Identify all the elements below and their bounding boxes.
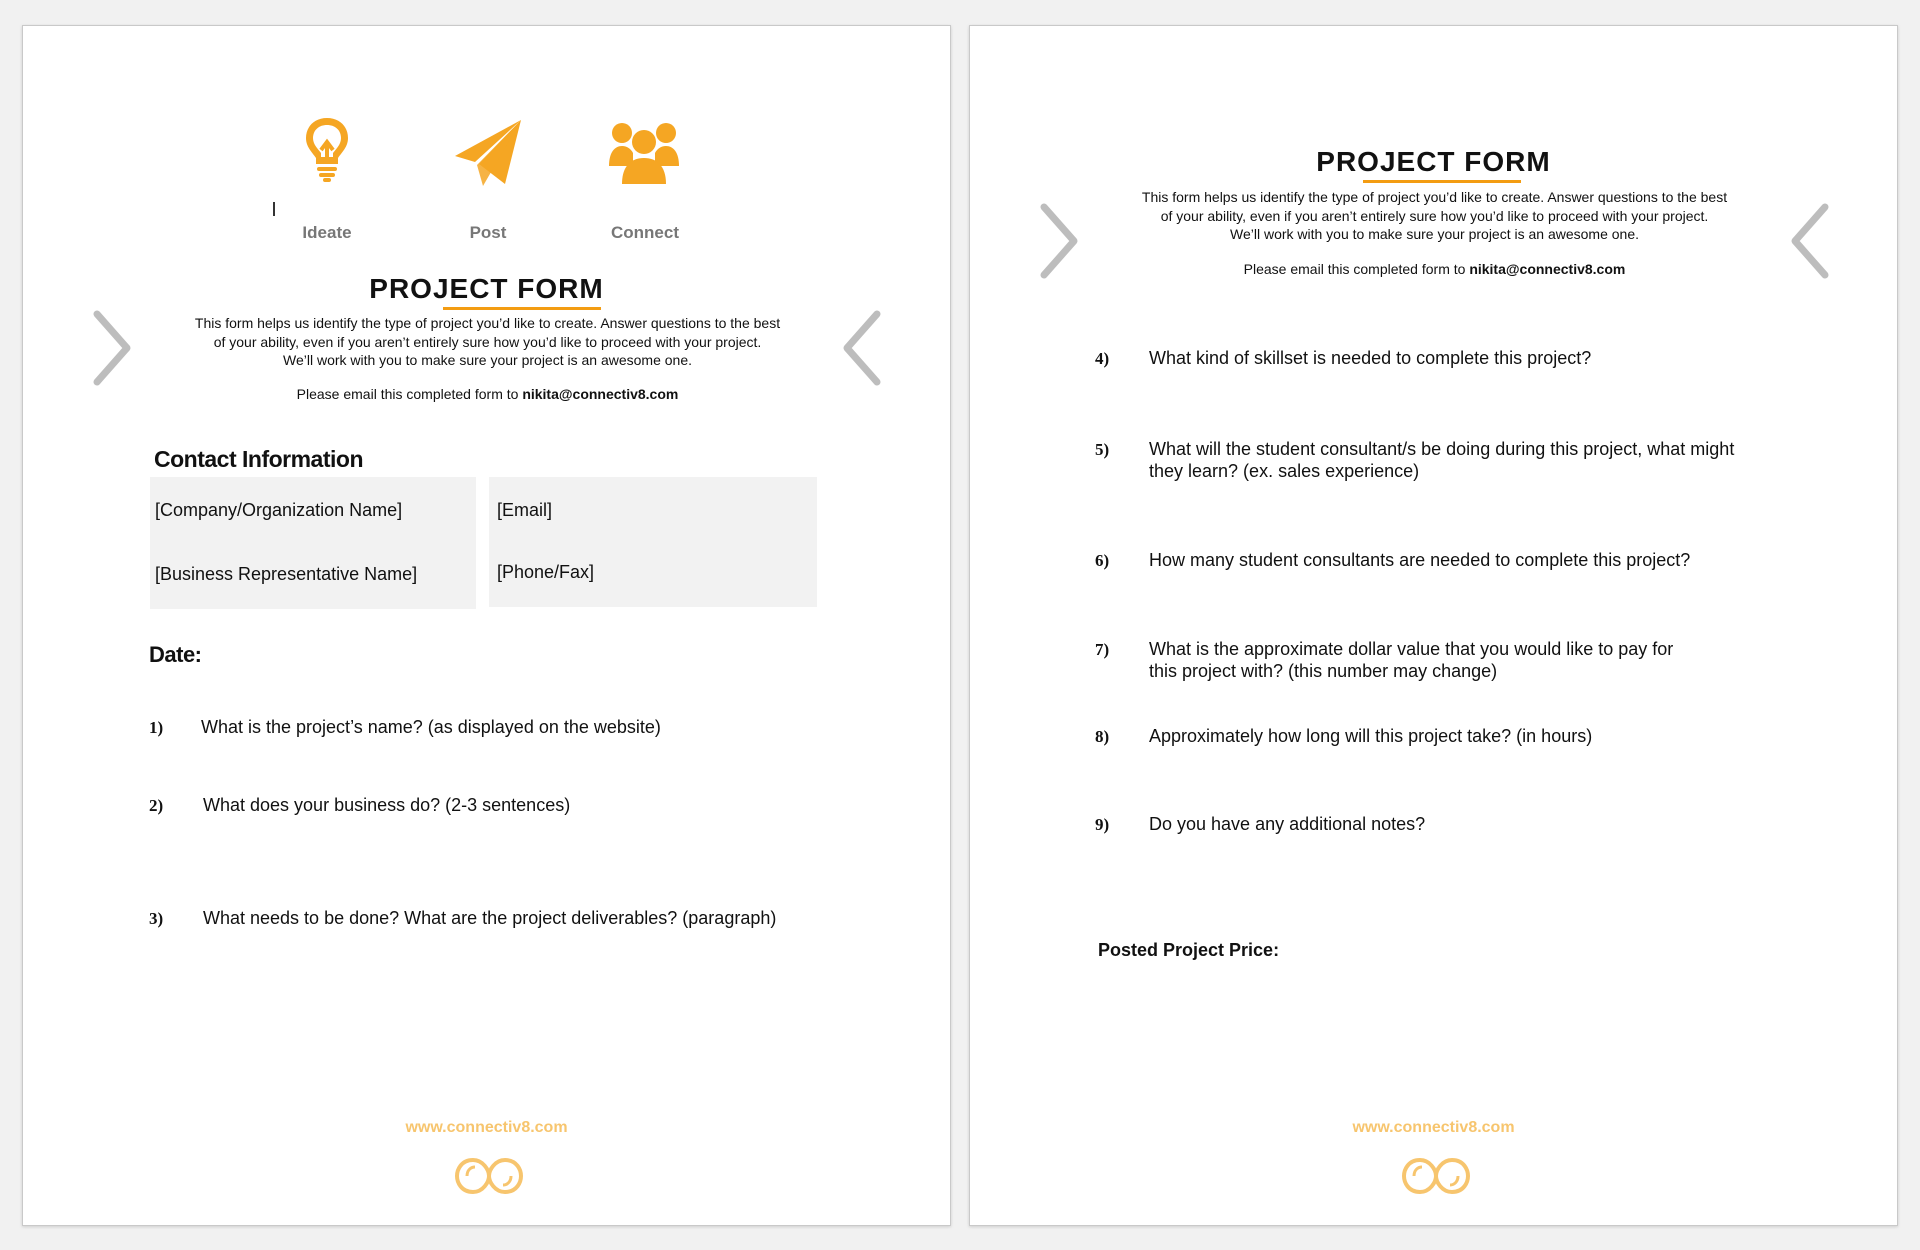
question-number: 1) <box>149 718 164 737</box>
question-number: 9) <box>1095 815 1110 834</box>
question-text: What needs to be done? What are the project deliverables? (paragraph) <box>203 908 777 928</box>
question-number: 5) <box>1095 440 1110 459</box>
infinity-logo-icon <box>1400 1152 1472 1205</box>
question-number: 6) <box>1095 551 1110 570</box>
email-field[interactable]: [Email] <box>497 500 553 520</box>
chevron-right-icon[interactable] <box>91 308 135 393</box>
intro-line-2: of your ability, even if you aren’t entirely sure how you’d like to proceed with your project. <box>1160 207 1709 224</box>
chevron-left-icon[interactable] <box>839 308 883 393</box>
document-page-1 <box>22 25 951 1226</box>
infinity-logo-icon <box>453 1152 525 1205</box>
text-cursor <box>273 202 275 216</box>
intro-line-1: This form helps us identify the type of project you’d like to create. Answer questions to the best <box>1141 189 1728 205</box>
question-text-line-1: What will the student consultant/s be doing during this project, what might <box>1149 439 1735 459</box>
document-page-2 <box>969 25 1898 1226</box>
date-label: Date: <box>149 642 202 667</box>
step-label-ideate: Ideate <box>302 223 352 242</box>
phone-fax-field[interactable]: [Phone/Fax] <box>497 562 595 582</box>
intro-line-2: of your ability, even if you aren’t entirely sure how you’d like to proceed with your project. <box>213 333 762 350</box>
question-text <box>1149 438 1734 482</box>
email-prefix: Please email this completed form to <box>296 386 523 402</box>
company-field[interactable]: [Company/Organization Name] <box>155 500 403 520</box>
question-number: 7) <box>1095 640 1110 659</box>
question-text <box>1149 638 1673 682</box>
email-link[interactable]: nikita@connectiv8.com <box>1469 261 1626 277</box>
contact-box-right <box>489 477 817 607</box>
footer-url[interactable]: www.connectiv8.com <box>405 1119 568 1136</box>
footer-url[interactable]: www.connectiv8.com <box>1352 1119 1515 1136</box>
intro-paragraph <box>123 314 852 370</box>
question-text-line-1: What is the approximate dollar value that you would like to pay for <box>1149 639 1674 659</box>
title-underline <box>443 307 601 310</box>
step-label-connect: Connect <box>611 223 679 242</box>
posted-price-label: Posted Project Price: <box>1098 940 1280 960</box>
chevron-right-icon[interactable] <box>1038 201 1082 286</box>
page-title: PROJECT FORM <box>369 273 604 304</box>
email-link[interactable]: nikita@connectiv8.com <box>522 386 679 402</box>
title-underline <box>1363 180 1521 183</box>
question-number: 2) <box>149 796 164 815</box>
contact-box-left <box>150 477 476 609</box>
intro-line-3: We’ll work with you to make sure your project is an awesome one. <box>1229 226 1640 242</box>
intro-line-1: This form helps us identify the type of project you’d like to create. Answer questions to the best <box>194 315 781 331</box>
page-title: PROJECT FORM <box>1316 146 1551 177</box>
representative-field[interactable]: [Business Representative Name] <box>155 564 418 584</box>
question-text: How many student consultants are needed to complete this project? <box>1149 550 1691 570</box>
question-number: 8) <box>1095 727 1110 746</box>
email-instruction <box>123 386 852 402</box>
lightbulb-icon <box>302 114 352 184</box>
question-text: Approximately how long will this project take? (in hours) <box>1149 726 1593 746</box>
email-prefix: Please email this completed form to <box>1243 261 1470 277</box>
question-number: 3) <box>149 909 164 928</box>
question-text: What kind of skillset is needed to complete this project? <box>1149 348 1592 368</box>
intro-line-3: We’ll work with you to make sure your project is an awesome one. <box>282 352 693 368</box>
question-text-line-2: they learn? (ex. sales experience) <box>1149 461 1420 481</box>
question-text: What does your business do? (2-3 sentences) <box>203 795 571 815</box>
question-number: 4) <box>1095 349 1110 368</box>
intro-paragraph <box>1070 188 1799 244</box>
question-text: What is the project’s name? (as displayed on the website) <box>201 717 661 737</box>
people-group-icon <box>607 118 681 184</box>
contact-heading: Contact Information <box>154 446 363 472</box>
email-instruction <box>1070 261 1799 277</box>
paper-plane-icon <box>453 118 523 188</box>
question-text: Do you have any additional notes? <box>1149 814 1426 834</box>
question-text-line-2: this project with? (this number may change) <box>1149 661 1498 681</box>
chevron-left-icon[interactable] <box>1787 201 1831 286</box>
step-label-post: Post <box>469 223 507 242</box>
